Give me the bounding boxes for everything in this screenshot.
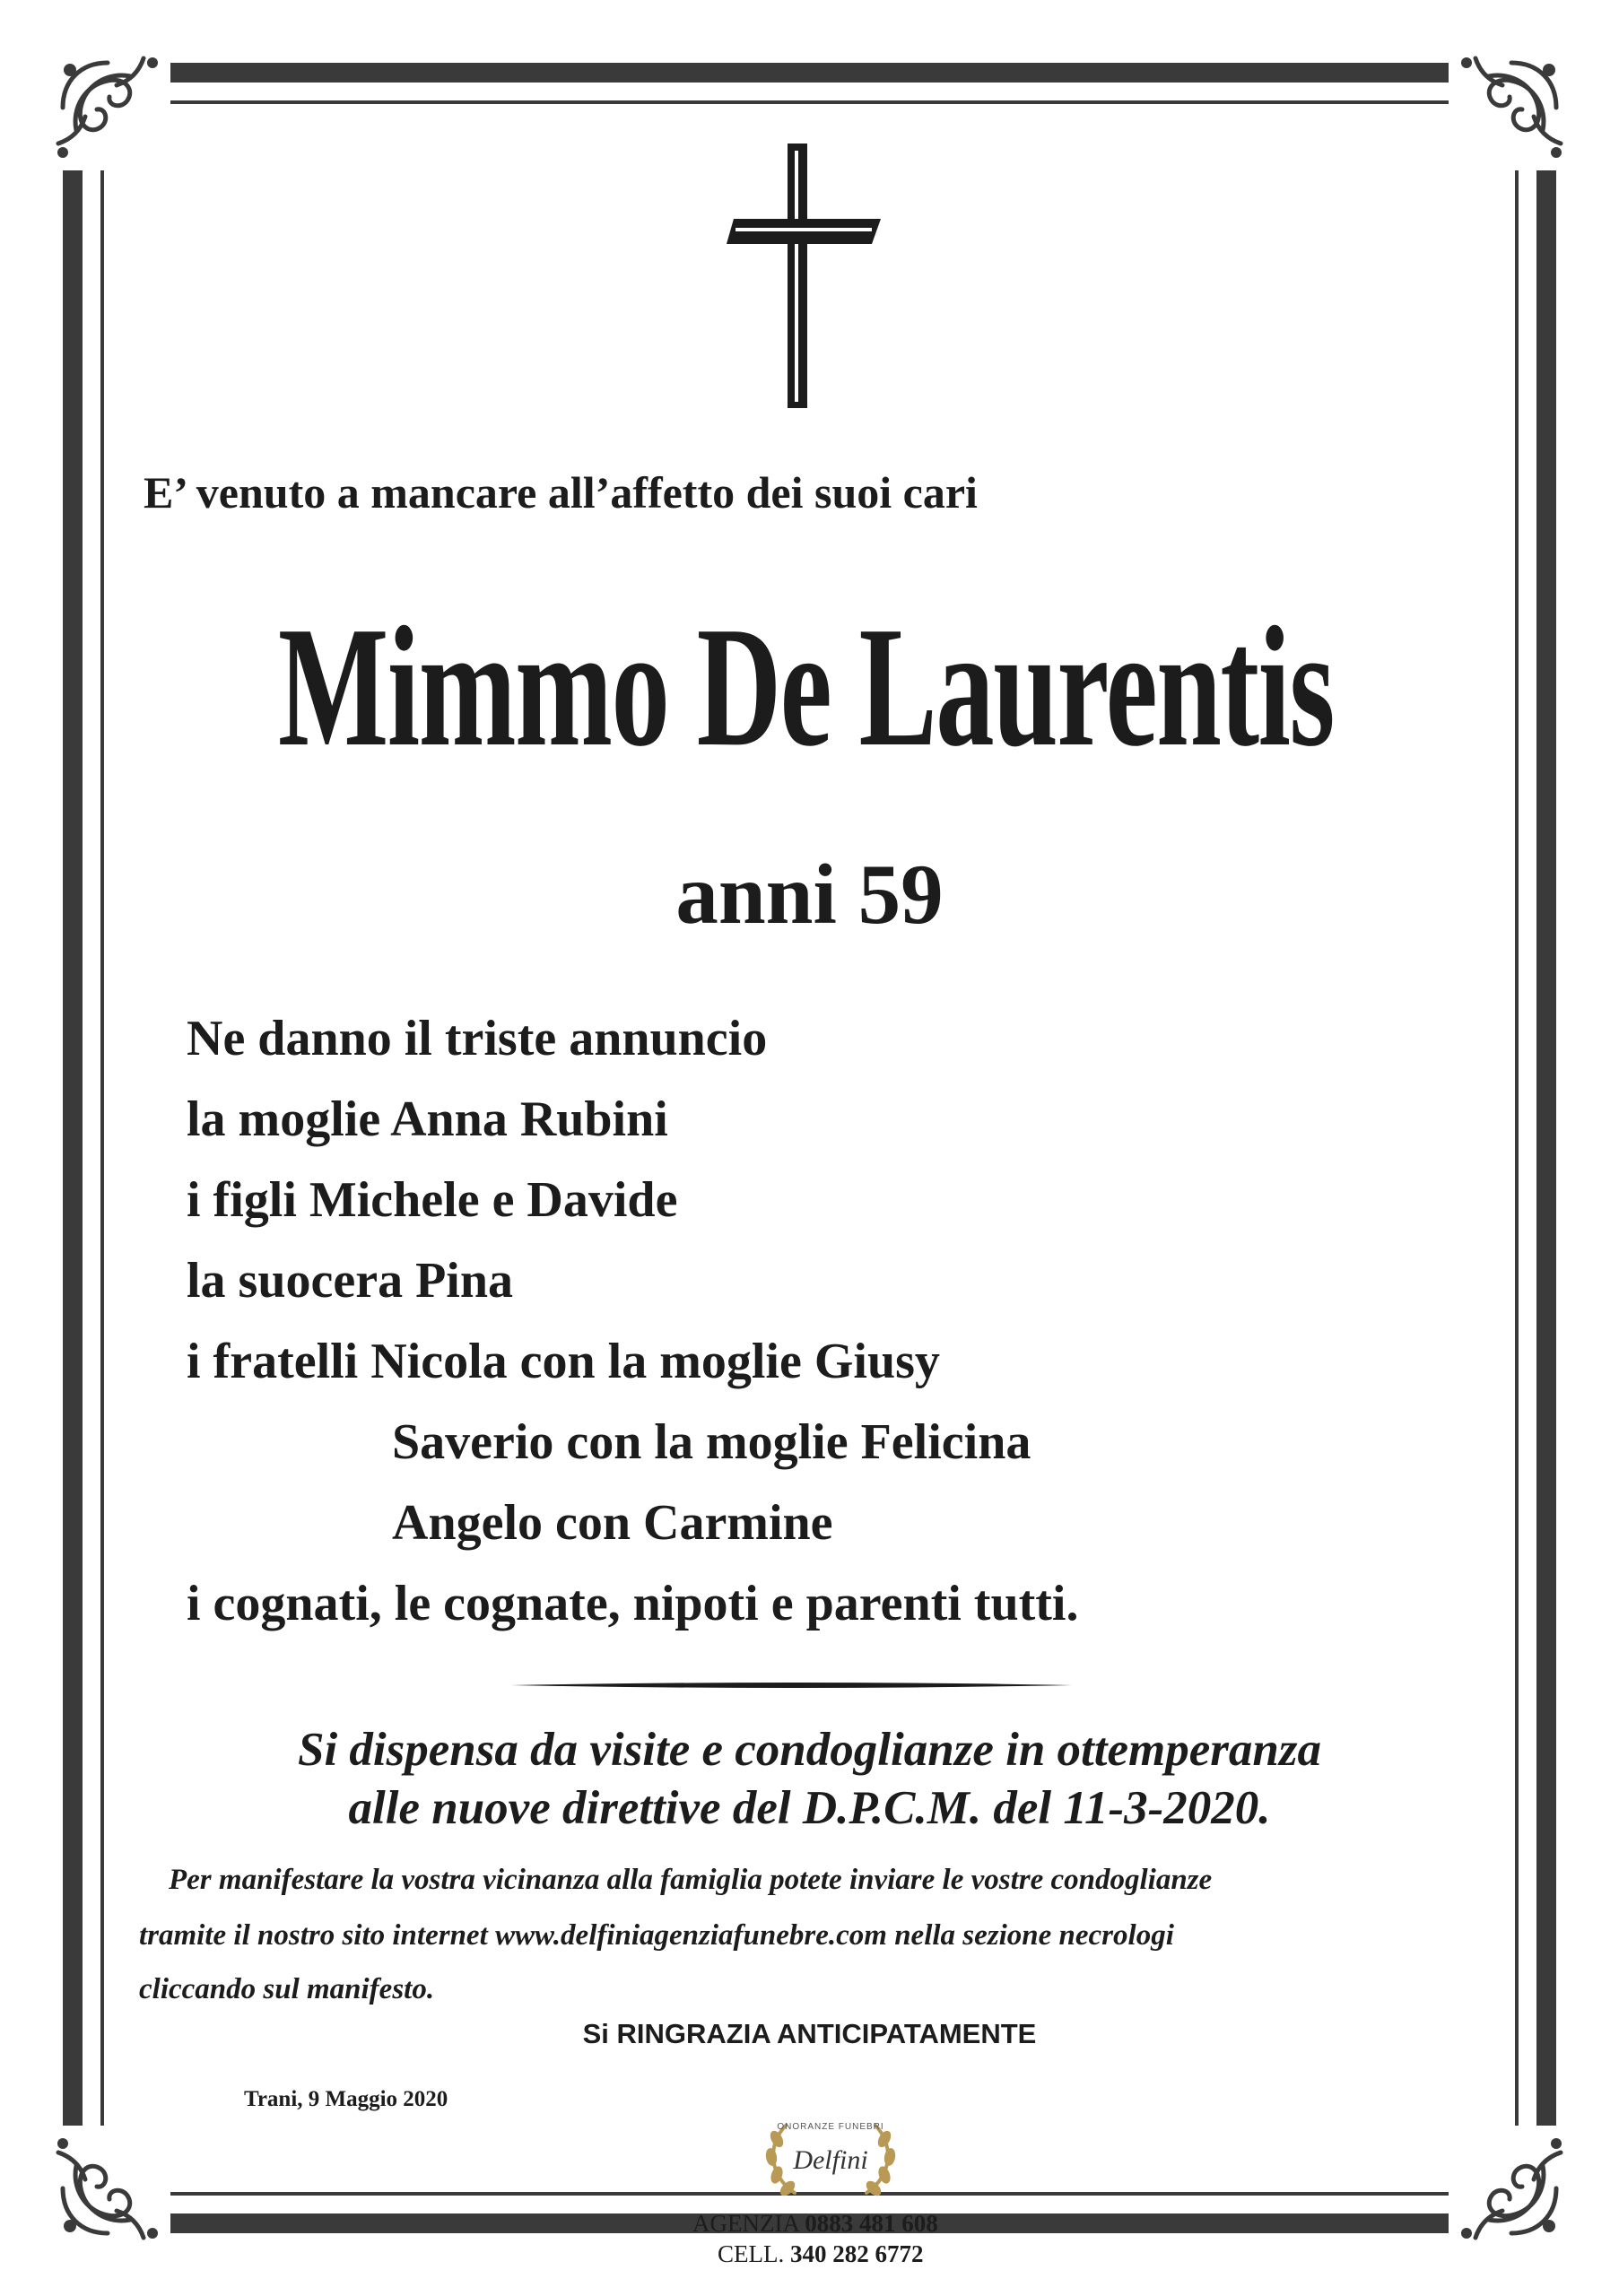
- date-text: Trani, 9 Maggio 2020: [244, 2087, 448, 2111]
- announcement-line: la moglie Anna Rubini: [187, 1091, 668, 1147]
- divider: [511, 1682, 1072, 1689]
- corner-ornament-icon: [45, 2126, 170, 2251]
- logo-subtitle: ONORANZE FUNEBRI: [777, 2122, 884, 2132]
- agency-number: 0883 481 608: [805, 2210, 938, 2237]
- cell-label: CELL.: [718, 2240, 785, 2267]
- agency-label: AGENZIA: [692, 2210, 799, 2237]
- corner-ornament-icon: [1449, 2126, 1574, 2251]
- announcement-line: Saverio con la moglie Felicina: [392, 1414, 1031, 1470]
- deceased-age: anni 59: [675, 847, 944, 942]
- logo-name: Delfini: [793, 2145, 868, 2175]
- deceased-name: Mimmo De Laurentis: [277, 591, 1335, 782]
- corner-ornament-icon: [45, 45, 170, 170]
- online-condolences-line: cliccando sul manifesto.: [139, 1973, 435, 2005]
- notice-line: Si dispensa da visite e condoglianze in ottemperanza: [297, 1724, 1322, 1776]
- cell-number: 340 282 6772: [790, 2240, 924, 2267]
- announcement-line: Angelo con Carmine: [392, 1495, 833, 1551]
- agency-phone: [692, 2212, 938, 2236]
- notice-line: alle nuove direttive del D.P.C.M. del 11-3-2020.: [348, 1782, 1271, 1834]
- announcement-line: i figli Michele e Davide: [187, 1172, 678, 1228]
- announcement-line: i cognati, le cognate, nipoti e parenti tutti.: [187, 1576, 1079, 1631]
- agency-logo: [750, 2108, 911, 2206]
- online-condolences-line: tramite il nostro sito internet www.delfiniagenziafunebre.com nella sezione necrologi: [139, 1919, 1174, 1952]
- thanks-text: Si RINGRAZIA ANTICIPATAMENTE: [582, 2018, 1037, 2049]
- online-condolences-line: Per manifestare la vostra vicinanza alla famiglia potete inviare le vostre condoglianze: [169, 1864, 1213, 1896]
- announcement-line: i fratelli Nicola con la moglie Giusy: [187, 1334, 940, 1389]
- intro-text: E’ venuto a mancare all’affetto dei suoi cari: [144, 467, 978, 517]
- cell-phone: [718, 2242, 924, 2266]
- corner-ornament-icon: [1449, 45, 1574, 170]
- cross-icon: [727, 144, 888, 413]
- announcement-line: la suocera Pina: [187, 1253, 513, 1309]
- announcement-line: Ne danno il triste annuncio: [187, 1011, 768, 1066]
